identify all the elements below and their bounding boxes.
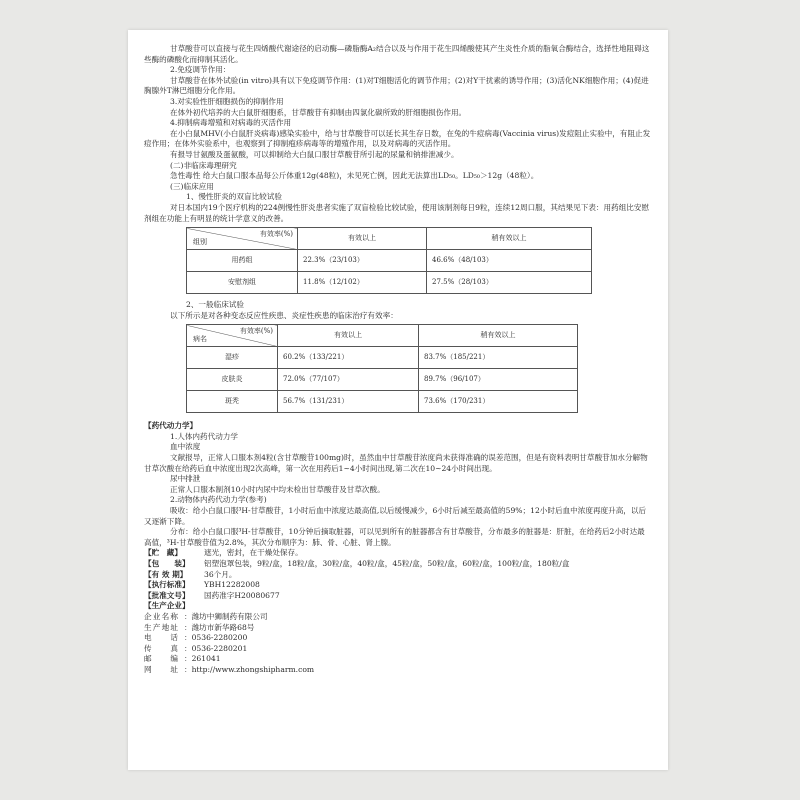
clinical-text-1: 对日本国内19个医疗机构的224例慢性肝炎患者实施了双盲检验比较试验，使用该制剂每日9粒，连续12周口服，其结果见下表：用药组比安慰剂组在功能上有明显的统计学意义的改善。 xyxy=(144,202,650,223)
row-label: 安慰剂组 xyxy=(187,272,298,294)
info-key: 【包 装】 xyxy=(144,559,190,568)
table-cell: 46.6%（48/103） xyxy=(427,250,592,272)
table-cell: 83.7%（185/221） xyxy=(419,347,578,369)
row-label: 用药组 xyxy=(187,250,298,272)
pk-subheading-blood: 血中浓度 xyxy=(170,442,201,452)
info-key: 【贮 藏】 xyxy=(144,548,182,558)
toxicology-text: 急性毒性 给大白鼠口服本品每公斤体重12g(48粒)，未见死亡例，因此无法算出LD₅₀。LD₅₀＞12g（48粒）。 xyxy=(170,171,539,181)
corner-bottom-label: 组别 xyxy=(193,238,207,247)
pk-heading-1: 1.人体内药代动力学 xyxy=(170,431,238,441)
pk-paragraph-3: 吸收：给小白鼠口服³H-甘草酸苷，1小时后血中浓度达最高值,以后缓慢减少，6小时后减至最高值的59%；12小时后血中浓度再度升高，以后又逐渐下降。 xyxy=(144,506,647,526)
info-row-approval xyxy=(144,591,652,602)
contact-row xyxy=(144,665,652,676)
pharmacology-heading-4: 4.抑制病毒增殖和对病毒的灭活作用 xyxy=(170,118,292,128)
info-value: 铝塑泡罩包装，9粒/盒，18粒/盒，30粒/盒，40粒/盒，45粒/盒，50粒/盒，60粒/盒，100粒/盒，180粒/盒 xyxy=(204,559,570,568)
info-value: 36个月。 xyxy=(204,569,237,579)
info-value xyxy=(204,601,652,612)
company-contact-list xyxy=(144,612,652,676)
info-row-expiry xyxy=(144,570,652,581)
pharmacology-paragraph-2: 甘草酸苷在体外试验(in vitro)具有以下免疫调节作用：(1)对T细胞活化的调节作用；(2)对Y干扰素的诱导作用；(3)活化NK细胞作用；(4)促进胸腺外T淋巴细胞分化作用。 xyxy=(144,75,649,96)
info-key: 【生产企业】 xyxy=(144,601,190,611)
info-value: YBH12282008 xyxy=(204,580,260,590)
table-row xyxy=(187,369,578,391)
table-cell: 27.5%（28/103） xyxy=(427,272,592,294)
pharmacology-heading-3: 3.对实验性肝细胞损伤的抑制作用 xyxy=(170,96,284,106)
info-value: 国药准字H20080677 xyxy=(204,590,280,600)
table-cell: 11.8%（12/102） xyxy=(298,272,427,294)
info-row-package xyxy=(144,559,652,570)
hepatitis-trial-table xyxy=(186,227,592,294)
row-label: 斑秃 xyxy=(187,391,278,413)
contact-value: 潍坊中狮制药有限公司 xyxy=(191,611,268,621)
column-header: 有效以上 xyxy=(298,228,427,250)
table-cell: 89.7%（96/107） xyxy=(419,369,578,391)
info-key: 【批准文号】 xyxy=(144,590,190,600)
toxicology-heading: (二)非临床毒理研究 xyxy=(170,160,237,170)
contact-separator: ： xyxy=(184,622,192,632)
pharmacology-paragraph-3: 在体外初代培养的大白鼠肝细胞系，甘草酸苷有抑制由四氯化碳所致的肝细胞损伤作用。 xyxy=(170,107,467,117)
table-cell: 22.3%（23/103） xyxy=(298,250,427,272)
contact-row xyxy=(144,612,652,623)
table-row xyxy=(187,250,592,272)
table-cell: 56.7%（131/231） xyxy=(278,391,419,413)
pk-section-heading: 【药代动力学】 xyxy=(144,421,198,431)
contact-key: 邮 编 xyxy=(144,654,178,664)
corner-top-label: 有效率(%) xyxy=(259,230,293,239)
contact-separator: ： xyxy=(184,643,192,653)
info-value: 遮光，密封，在干燥处保存。 xyxy=(204,548,303,558)
corner-bottom-label: 病名 xyxy=(193,335,207,344)
contact-value: 潍坊市新华路68号 xyxy=(191,622,255,632)
contact-value: 0536-2280200 xyxy=(191,633,248,643)
pk-paragraph-2: 正常人口服本制剂10小时内尿中均未检出甘草酸苷及甘草次酸。 xyxy=(170,484,385,494)
table-row xyxy=(187,272,592,294)
contact-row xyxy=(144,654,652,665)
column-header: 稍有效以上 xyxy=(427,228,592,250)
info-key: 【有 效 期】 xyxy=(144,569,188,579)
product-info-list xyxy=(144,548,652,612)
contact-value: 261041 xyxy=(191,654,221,664)
column-header: 有效以上 xyxy=(278,325,419,347)
contact-separator: ： xyxy=(184,654,192,664)
table-corner-cell xyxy=(187,228,298,250)
info-row-manufacturer xyxy=(144,601,652,612)
contact-value[interactable]: http://www.zhongshipharm.com xyxy=(191,664,315,674)
clinical-heading: (三)临床应用 xyxy=(170,181,214,191)
contact-separator: ： xyxy=(184,664,192,674)
contact-key: 传 真 xyxy=(144,643,178,653)
pk-paragraph-1: 文献报导，正常人口服本剂4粒(含甘草酸苷100mg)时，虽然血中甘草酸苷浓度尚未获得准确的误差范围，但是有资料表明甘草酸苷加水分解物甘草次酸在给药后血中浓度出现2次高峰，第一次在用药后1~4小时间出现,第二次在10~24小时间出现。 xyxy=(144,453,648,473)
clinical-text-2: 以下所示是对各种变态反应性疾患、炎症性疾患的临床治疗有效率： xyxy=(170,310,398,320)
corner-top-label: 有效率(%) xyxy=(239,327,273,336)
info-row-storage xyxy=(144,548,652,559)
info-key: 【执行标准】 xyxy=(144,580,190,590)
contact-row xyxy=(144,623,652,634)
clinical-subheading-2: 2、一般临床试验 xyxy=(186,300,244,310)
general-trial-table xyxy=(186,324,578,413)
info-row-standard xyxy=(144,580,652,591)
contact-row xyxy=(144,633,652,644)
leaflet-content xyxy=(144,44,652,676)
column-header: 稍有效以上 xyxy=(419,325,578,347)
row-label: 湿疹 xyxy=(187,347,278,369)
row-label: 皮肤炎 xyxy=(187,369,278,391)
pk-heading-2: 2.动物体内药代动力学(参考) xyxy=(170,495,267,505)
table-cell: 72.0%（77/107） xyxy=(278,369,419,391)
contact-row xyxy=(144,644,652,655)
pharmacology-paragraph-1: 甘草酸苷可以直接与花生四烯酸代谢途径的启动酶—磷脂酶A₂结合以及与作用于花生四烯酸使其产生炎性介质的脂氧合酶结合，选择性地阻碍这些酶的磷酸化而抑制其活化。 xyxy=(144,44,650,64)
pk-subheading-urine: 尿中排泄 xyxy=(170,474,201,484)
clinical-subheading-1: 1、慢性肝炎的双盲比较试验 xyxy=(186,192,282,202)
table-cell: 60.2%（133/221） xyxy=(278,347,419,369)
pharmacology-paragraph-4: 在小白鼠MHV(小白鼠肝炎病毒)感染实验中，给与甘草酸苷可以延长其生存日数，在兔的牛痘病毒(Vaccinia virus)发痘阻止实验中，有阻止发痘作用；在体外实验系中，也观察到了抑制疱疹病毒等的增殖作用，以及对病毒的灭活作用。 xyxy=(144,128,651,149)
pharmacology-paragraph-5: 有报导甘氨酸及蛋氨酸，可以抑制给大白鼠口服甘草酸苷所引起的尿量和钠排泄减少。 xyxy=(170,149,459,159)
table-row xyxy=(187,391,578,413)
contact-separator: ： xyxy=(184,633,192,643)
contact-key: 生产地址 xyxy=(144,622,178,632)
contact-separator: ： xyxy=(184,611,192,621)
table-row xyxy=(187,347,578,369)
table-cell: 73.6%（170/231） xyxy=(419,391,578,413)
pk-paragraph-4: 分布：给小白鼠口服³H-甘草酸苷，10分钟后摘取脏器，可以见到所有的脏器都含有甘草酸苷，分布最多的脏器是：肝脏，在给药后2小时达最高值，³H-甘草酸苷值为2.8%，其次分布顺序为：肺、骨、心脏、肾上腺。 xyxy=(144,527,645,547)
table-corner-cell xyxy=(187,325,278,347)
contact-key: 网 址 xyxy=(144,664,178,674)
contact-value: 0536-2280201 xyxy=(191,643,248,653)
contact-key: 企业名称 xyxy=(144,611,178,621)
contact-key: 电 话 xyxy=(144,633,178,643)
pharmacology-heading-2: 2.免疫调节作用： xyxy=(170,65,231,75)
leaflet-page xyxy=(128,30,668,770)
